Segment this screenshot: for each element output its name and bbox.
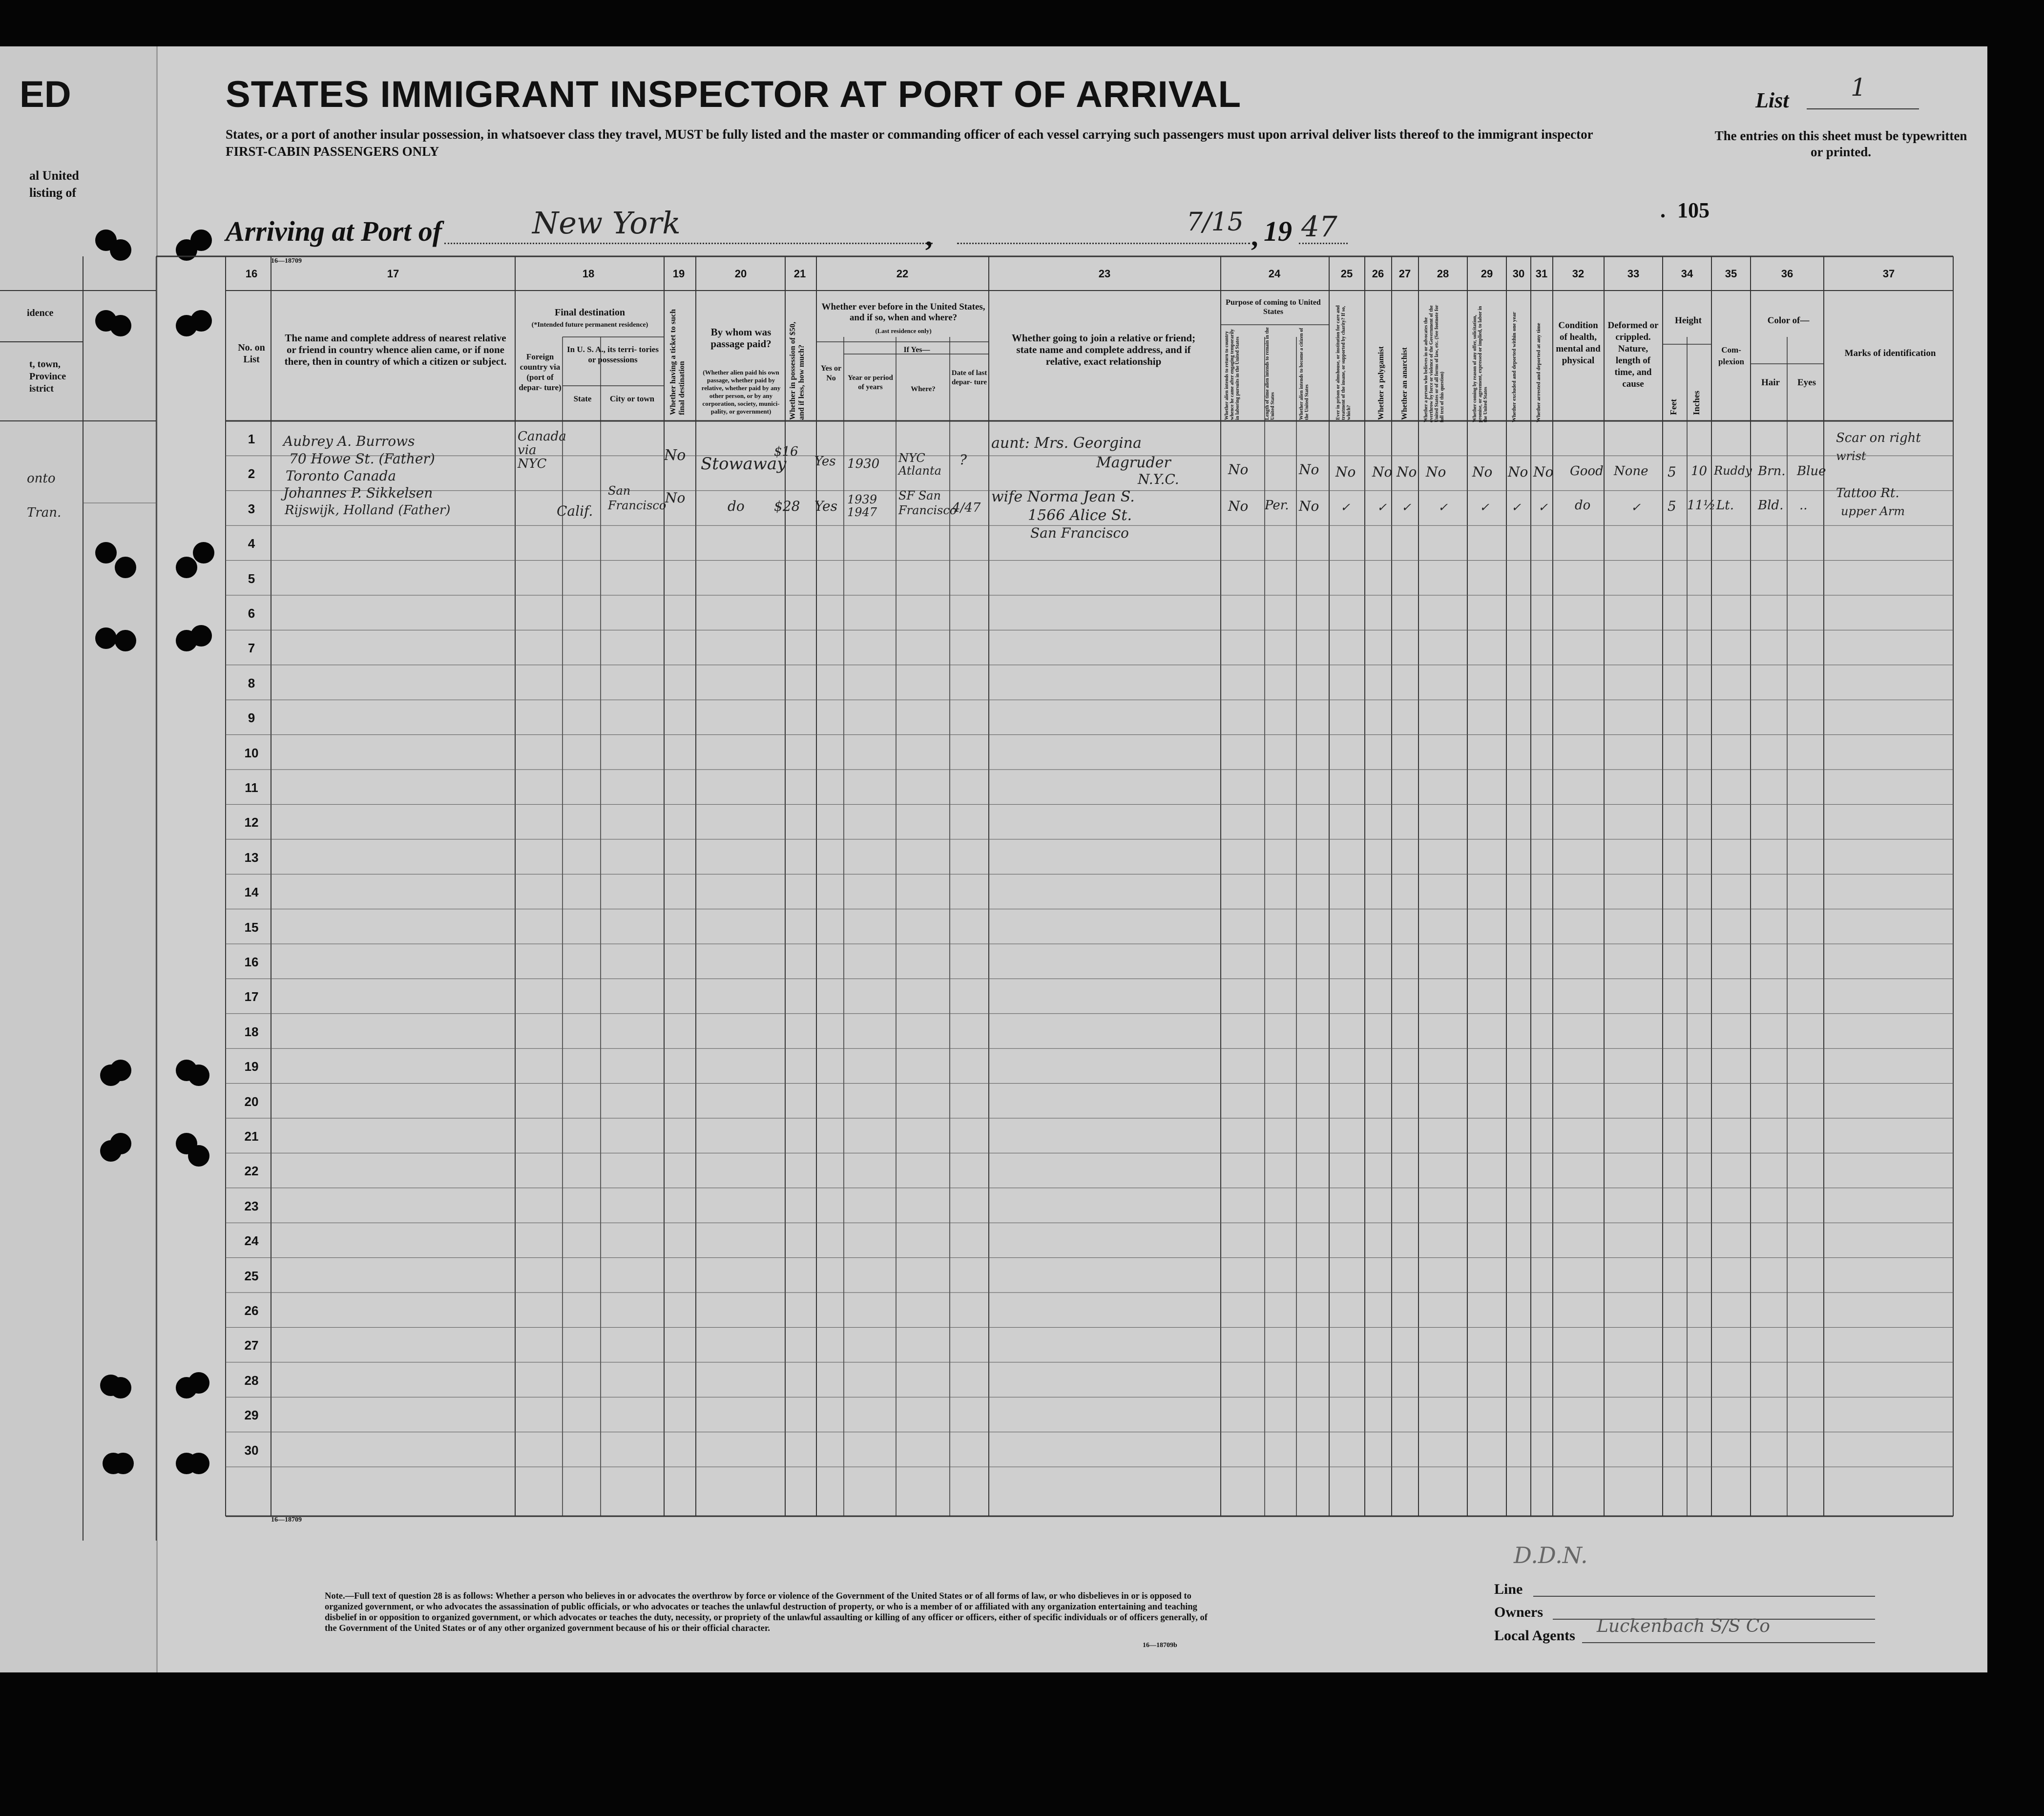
- flap-sub-header: t, town,: [29, 359, 61, 370]
- entry2-overthrow: ✓: [1438, 501, 1448, 514]
- form-title: STATES IMMIGRANT INSPECTOR AT PORT OF ARRIVAL: [226, 74, 1242, 115]
- row-number: 21: [244, 1129, 259, 1144]
- row-number: 20: [244, 1094, 259, 1109]
- entries-note: The entries on this sheet must be typewritten or printed.: [1714, 128, 1967, 159]
- entry2-relative-line: Rijswijk, Holland (Father): [285, 503, 451, 518]
- column-number: 33: [1627, 268, 1640, 280]
- entry2-date: 4/47: [952, 501, 981, 515]
- entry2-state: Calif.: [557, 503, 593, 519]
- col20-subheader: (Whether alien paid his own passage, whether paid by relative, whether paid by any other person, or by any corporation, society, munici- pality, or government): [701, 369, 781, 415]
- col37-header: Marks of identification: [1844, 348, 1936, 358]
- entry1-marks-line: Scar on right: [1836, 431, 1921, 445]
- col23-header: Whether going to join a relative or friend; state name and complete address, and if relative, exact relationship: [1011, 332, 1196, 367]
- left-flap-page: [0, 46, 158, 1672]
- col26-header: Whether a polygamist: [1377, 346, 1385, 420]
- punch-hole: [188, 1065, 209, 1086]
- row-number: 15: [244, 919, 259, 935]
- col24c-header: Whether alien intends to become a citizen of the United States: [1299, 328, 1310, 420]
- row-number: 3: [248, 501, 255, 516]
- owners-label: Owners: [1494, 1604, 1543, 1620]
- col27-header: Whether an anarchist: [1400, 347, 1409, 420]
- entry1-join-line: Magruder: [1096, 454, 1171, 471]
- row-number: 22: [244, 1164, 259, 1179]
- col24-header: Purpose of coming to United States: [1226, 298, 1321, 316]
- entry2-deformed: ✓: [1631, 501, 1641, 514]
- row-number: 17: [244, 989, 259, 1004]
- flap-title-fragment: ED: [20, 74, 71, 115]
- col18-city-header: City or town: [609, 394, 655, 403]
- column-number: 37: [1882, 268, 1895, 280]
- col17-header: The name and complete address of nearest relative or friend in country whence alien came, or if none there, then in country of which a citizen or subject.: [284, 332, 507, 367]
- list-field-line: [1807, 108, 1919, 109]
- col24a-header: Whether alien intends to return to country whence he came after engaging temporarily in laboring pursuits in the United States: [1224, 329, 1240, 420]
- col36-eyes-header: Eyes: [1797, 377, 1816, 388]
- form-subtitle: FIRST-CABIN PASSENGERS ONLY: [226, 144, 439, 159]
- column-number: 27: [1398, 268, 1411, 280]
- entry1-complexion: Ruddy: [1714, 464, 1752, 478]
- col34-header: Height: [1675, 315, 1702, 326]
- entry2-arrested: ✓: [1538, 501, 1548, 514]
- footnote-code: 16—18709b: [1143, 1642, 1177, 1649]
- col30-header: Whether excluded and deported within one year: [1511, 312, 1517, 422]
- row-number: 2: [248, 466, 255, 481]
- entry1-money: $16: [774, 444, 798, 459]
- instruction-text: States, or a port of another insular possession, in whatsoever class they travel, MUST be fully listed and the master or commanding officer of each vessel carrying such passengers must upon arrival deliver lists thereof to the immigrant inspector: [226, 127, 1593, 142]
- punch-hole: [110, 239, 131, 261]
- column-number: 18: [582, 268, 595, 280]
- row-number: 18: [244, 1024, 259, 1039]
- entry1-eyes: Blue: [1797, 464, 1826, 479]
- row-number: 14: [244, 885, 259, 900]
- entry2-offer: ✓: [1480, 501, 1490, 514]
- col18-state-header: State: [573, 394, 592, 403]
- entry1-ticket: No: [664, 447, 686, 464]
- col18-header: Final destination: [555, 307, 625, 318]
- form-code: 16—18709: [271, 257, 302, 265]
- punch-hole: [176, 557, 197, 578]
- entry1-purpose-a: No: [1228, 461, 1249, 478]
- column-number: 20: [734, 268, 747, 280]
- punch-hole: [188, 1453, 209, 1474]
- row-number: 13: [244, 850, 259, 865]
- column-number: 21: [793, 268, 806, 280]
- entry2-eyes: ..: [1799, 498, 1808, 513]
- comma: ,: [925, 220, 933, 252]
- row-number: 24: [244, 1233, 259, 1249]
- entry2-paid-by: do: [728, 498, 745, 514]
- row-number: 8: [248, 675, 255, 690]
- entry1-relative-line: Toronto Canada: [286, 468, 396, 484]
- entry1-prison: No: [1335, 464, 1356, 480]
- column-number: 22: [896, 268, 909, 280]
- entry1-offer: No: [1472, 464, 1493, 480]
- entry1-where: NYC Atlanta: [898, 451, 941, 478]
- date-handwriting: 7/15: [1187, 208, 1244, 237]
- entry1-anarchist: No: [1397, 464, 1417, 480]
- col22-year-header: Year or period of years: [848, 374, 893, 391]
- entry1-foreign: Canada via NYC: [518, 429, 566, 471]
- row-number: 11: [245, 780, 258, 795]
- line-field: [1533, 1596, 1875, 1597]
- row-number: 10: [244, 745, 259, 760]
- year-handwriting: 47: [1301, 210, 1337, 243]
- entry1-year: 1930: [847, 457, 880, 471]
- col24b-header: Length of time alien intends to remain in the United States: [1265, 327, 1275, 420]
- entry1-feet: 5: [1668, 464, 1676, 480]
- column-number: 23: [1098, 268, 1111, 280]
- column-number: 36: [1781, 268, 1794, 280]
- entry2-feet: 5: [1668, 498, 1676, 514]
- entry2-join-line: 1566 Alice St.: [1028, 507, 1132, 524]
- column-number: 26: [1372, 268, 1384, 280]
- punch-hole: [188, 1145, 209, 1167]
- footnote-question-28: Note.—Full text of question 28 is as follows: Whether a person who believes in or advocates the overthrow by force or violence of the Government of the United States or of all forms of law, or who disbelieves in or is opposed to organized government, or who advocates the assassination of public officials, or who advocates or teaches the unlawful destruction of property, or who is a member of or affiliated with any organization entertaining and teaching disbelief in or opposition to organized government, or which advocates or teaches the duty, necessity, or propriety of the unlawful assaulting or killing of any officer or officers, either of specific individuals or of officers generally, of the Government of the United States or of any other organized government because of his or their official character.: [325, 1591, 1208, 1633]
- entry1-deformed: None: [1614, 464, 1648, 479]
- row-number: 6: [248, 606, 255, 621]
- row-number: 26: [244, 1303, 259, 1318]
- col28-header: Whether a person who believes in or advocates the overthrow by force or violence of the Government of the United States or of all forms of law, etc. (See footnote for full text of this question): [1423, 305, 1445, 422]
- year-field-line: [1299, 243, 1348, 244]
- row-number: 19: [244, 1059, 259, 1074]
- punch-hole: [115, 557, 136, 578]
- column-number: 25: [1340, 268, 1353, 280]
- col34-feet-header: Feet: [1669, 399, 1678, 415]
- entry1-inches: 10: [1691, 464, 1708, 479]
- local-agents-handwriting: Luckenbach S/S Co: [1597, 1616, 1770, 1636]
- column-number: 16: [245, 268, 258, 280]
- column-number: 30: [1512, 268, 1525, 280]
- flap-sub-header: istrict: [29, 383, 54, 394]
- column-number: 29: [1481, 268, 1493, 280]
- entry1-polygamist: No: [1372, 464, 1393, 480]
- page-number: 105: [1677, 198, 1710, 222]
- list-label: List: [1755, 88, 1789, 112]
- dot: .: [1660, 198, 1666, 222]
- col33-header: Deformed or crippled. Nature, length of time, and cause: [1607, 320, 1659, 389]
- entry1-relative-line: Aubrey A. Burrows: [283, 433, 415, 449]
- col22-ifyes-header: If Yes—: [903, 346, 930, 354]
- entry2-purpose-c: No: [1299, 498, 1319, 514]
- flap-sub-header: Province: [29, 371, 66, 382]
- entry2-anarchist: ✓: [1401, 501, 1412, 514]
- punch-hole: [112, 1453, 134, 1474]
- entry2-money: $28: [774, 498, 800, 514]
- punch-hole: [95, 542, 117, 564]
- col22-where-header: Where?: [911, 385, 936, 393]
- column-number: 31: [1535, 268, 1548, 280]
- entry2-purpose-a: No: [1228, 498, 1249, 514]
- punch-hole: [190, 625, 212, 647]
- entry2-year: 1939 1947: [847, 493, 877, 519]
- line-label: Line: [1494, 1581, 1523, 1597]
- local-agents-field: [1582, 1642, 1875, 1643]
- col36-header: Color of—: [1767, 315, 1810, 326]
- row-number: 16: [244, 955, 259, 969]
- entry2-health: do: [1575, 498, 1591, 513]
- col29-header: Whether coming by reason of any offer, solicitation, promise, or agreement, expressed or implied, to labor in the United States: [1472, 306, 1488, 422]
- entry2-join-line: San Francisco: [1030, 525, 1129, 541]
- entry1-relative-line: 70 Howe St. (Father): [289, 451, 435, 467]
- year-prefix: 19: [1264, 215, 1292, 247]
- initials-handwriting: D.D.N.: [1514, 1542, 1588, 1568]
- flap-line: al United: [29, 168, 79, 183]
- row-number: 5: [248, 571, 255, 586]
- punch-hole: [110, 1060, 131, 1081]
- entry2-before: Yes: [814, 498, 837, 514]
- col25-header: Ever in prison or almshouse, or institution for care and treatment of the insane, or supported by charity? If so, which?: [1335, 305, 1352, 420]
- punch-hole: [193, 542, 214, 564]
- column-number: 34: [1681, 268, 1693, 280]
- row-number: 9: [248, 710, 255, 726]
- comma: ,: [1251, 220, 1258, 252]
- row-number: 12: [244, 815, 259, 830]
- punch-hole: [190, 230, 212, 251]
- entry2-marks-line: Tattoo Rt.: [1836, 486, 1899, 501]
- punch-hole: [190, 310, 212, 332]
- col36-hair-header: Hair: [1761, 377, 1780, 388]
- entry1-before: Yes: [814, 454, 836, 469]
- column-number: 19: [672, 268, 685, 280]
- entry2-join-line: wife Norma Jean S.: [991, 488, 1135, 505]
- entry2-where: SF San Francisco: [898, 489, 957, 517]
- column-number: 24: [1268, 268, 1281, 280]
- entry2-ticket: No: [665, 490, 686, 506]
- col22-date-header: Date of last depar- ture: [951, 369, 987, 386]
- flap-handwriting: Tran.: [27, 505, 62, 520]
- entry1-health: Good: [1570, 464, 1604, 479]
- col22-header: Whether ever before in the United States, and if so, when and where?: [821, 302, 985, 323]
- col19-header: Whether having a ticket to such final destination: [669, 309, 686, 415]
- entry2-purpose-b: Per.: [1265, 498, 1289, 513]
- entry2-polygamist: ✓: [1377, 501, 1387, 514]
- entry1-purpose-c: No: [1299, 461, 1319, 478]
- row-number: 30: [244, 1442, 259, 1458]
- col16-header: No. on List: [238, 342, 265, 365]
- col18-foreign-header: Foreign country via (port of depar- ture): [519, 352, 562, 392]
- flap-col-header: idence: [27, 308, 54, 318]
- flap-line: listing of: [29, 186, 77, 200]
- date-field-line: [957, 243, 1250, 244]
- entry2-excluded: ✓: [1511, 501, 1522, 514]
- entry2-hair: Bld.: [1758, 498, 1784, 513]
- col20-header: By whom was passage paid?: [710, 326, 772, 350]
- entry1-hair: Brn.: [1758, 464, 1786, 479]
- punch-hole: [95, 627, 117, 649]
- row-number: 28: [244, 1373, 259, 1388]
- entry1-join-line: N.Y.C.: [1138, 471, 1179, 487]
- entry1-arrested: No: [1533, 464, 1554, 480]
- column-number: 17: [387, 268, 399, 280]
- punch-hole: [110, 315, 131, 336]
- row-number: 27: [244, 1338, 259, 1353]
- row-number: 7: [248, 641, 255, 656]
- list-handwriting: 1: [1851, 73, 1866, 102]
- col21-header: Whether in possession of $50, and if less, how much?: [789, 321, 806, 420]
- col35-header: Com- plexion: [1718, 345, 1744, 366]
- entry2-marks-line: upper Arm: [1841, 504, 1905, 518]
- col31-header: Whether arrested and deported at any time: [1536, 323, 1542, 422]
- entry2-prison: ✓: [1340, 501, 1351, 514]
- punch-hole: [115, 630, 136, 651]
- punch-hole: [110, 1133, 131, 1154]
- punch-hole: [110, 1377, 131, 1399]
- port-field-line: [444, 243, 933, 244]
- entry1-excluded: No: [1508, 464, 1528, 480]
- entry2-complexion: Lt.: [1716, 498, 1734, 513]
- entry1-join-line: aunt: Mrs. Georgina: [991, 435, 1142, 452]
- entry1-overthrow: No: [1426, 464, 1446, 480]
- col34-inches-header: Inches: [1691, 390, 1701, 415]
- col22-yesno-header: Yes or No: [820, 364, 842, 382]
- entry2-city: San Francisco: [608, 484, 667, 512]
- form-instruction: [226, 126, 1642, 160]
- column-number: 35: [1725, 268, 1737, 280]
- entry2-relative-line: Johannes P. Sikkelsen: [283, 485, 433, 501]
- col22-subheader: (Last residence only): [875, 327, 932, 334]
- row-number: 23: [244, 1198, 259, 1213]
- col32-header: Condition of health, mental and physical: [1556, 320, 1601, 366]
- column-number: 28: [1437, 268, 1449, 280]
- col18-subheader: (*Intended future permanent residence): [531, 321, 648, 329]
- flap-handwriting: onto: [27, 471, 56, 486]
- port-handwriting: New York: [532, 205, 681, 241]
- punch-hole: [188, 1372, 209, 1394]
- form-code-bottom: 16—18709: [271, 1516, 302, 1524]
- arriving-label: Arriving at Port of: [226, 215, 442, 247]
- row-number: 25: [244, 1268, 259, 1283]
- entry2-inches: 11½: [1687, 498, 1716, 513]
- column-number: 32: [1572, 268, 1585, 280]
- entry1-date: ?: [959, 452, 967, 468]
- entry1-marks-line: wrist: [1836, 449, 1866, 463]
- col18-usa-header: In U. S. A., its terri- tories or possessions: [567, 345, 659, 364]
- row-number: 29: [244, 1408, 259, 1423]
- row-number: 4: [248, 536, 255, 551]
- row-number: 1: [248, 432, 255, 446]
- local-agents-label: Local Agents: [1494, 1628, 1575, 1644]
- manifest-sheet: [0, 46, 1987, 1672]
- entry1-paid-by: Stowaway: [701, 454, 787, 474]
